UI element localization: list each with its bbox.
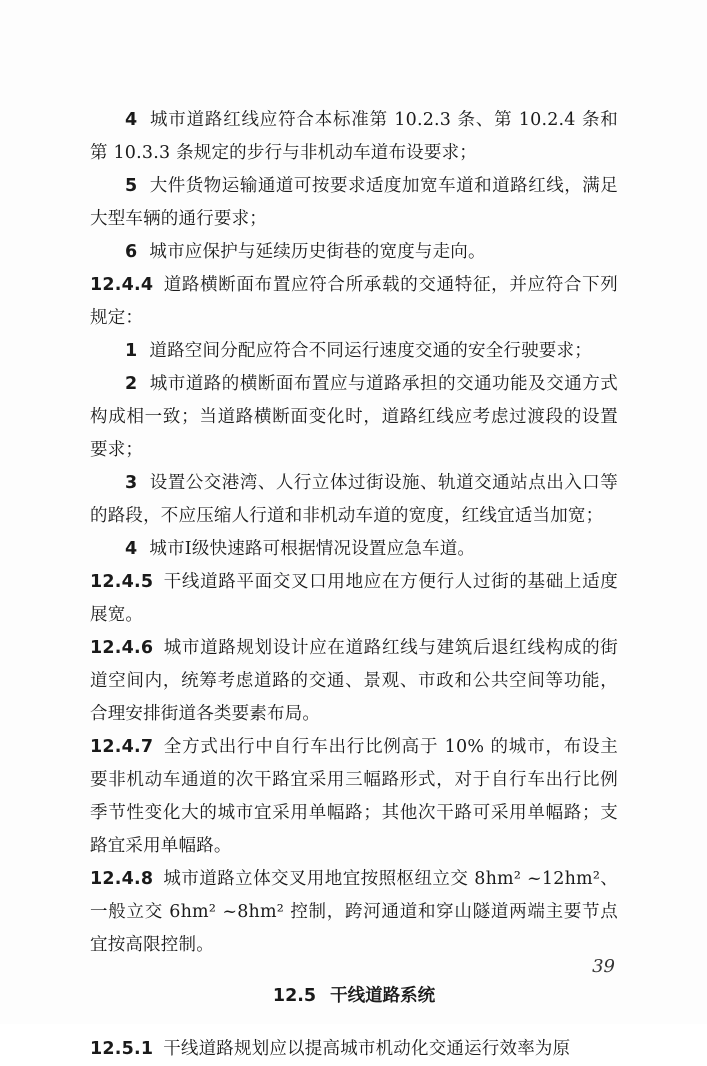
- section-number: 12.5: [272, 986, 317, 1006]
- list-item: [90, 533, 618, 566]
- clause: [90, 632, 618, 731]
- item-number: 5: [125, 176, 138, 196]
- section-heading: [90, 980, 618, 1013]
- item-number: 2: [125, 374, 138, 394]
- item-text: 城市应保护与延续历史街巷的宽度与走向。: [149, 242, 486, 262]
- clause-number: 12.5.1: [90, 1039, 154, 1059]
- clause: [90, 863, 618, 962]
- clause-text: 道路横断面布置应符合所承载的交通特征，并应符合下列规定：: [90, 275, 618, 328]
- clause-text: 干线道路规划应以提高城市机动化交通运行效率为原: [163, 1039, 571, 1059]
- clause-number: 12.4.7: [90, 737, 154, 757]
- clause-number: 12.4.4: [90, 275, 154, 295]
- item-text: 城市Ⅰ级快速路可根据情况设置应急车道。: [149, 539, 476, 559]
- item-number: 1: [125, 341, 138, 361]
- clause-text: 城市道路规划设计应在道路红线与建筑后退红线构成的街道空间内，统筹考虑道路的交通、景观、市政和公共空间等功能，合理安排街道各类要素布局。: [90, 638, 618, 724]
- item-number: 4: [125, 539, 138, 559]
- list-item: [90, 467, 618, 533]
- list-item: [90, 104, 618, 170]
- clause-number: 12.4.6: [90, 638, 154, 658]
- list-item: [90, 368, 618, 467]
- item-text: 道路空间分配应符合不同运行速度交通的安全行驶要求；: [149, 341, 592, 361]
- page-content: [90, 104, 618, 1066]
- clause-number: 12.4.8: [90, 869, 154, 889]
- item-text: 大件货物运输通道可按要求适度加宽车道和道路红线，满足大型车辆的通行要求；: [90, 176, 618, 229]
- clause: [90, 269, 618, 335]
- clause-text: 全方式出行中自行车出行比例高于 10% 的城市，布设主要非机动车通道的次干路宜采用三幅路形式，对于自行车出行比例季节性变化大的城市宜采用单幅路；其他次干路可采用单幅路；支路宜采用单幅路。: [90, 737, 618, 856]
- clause: [90, 566, 618, 632]
- item-text: 城市道路红线应符合本标准第 10.2.3 条、第 10.2.4 条和第 10.3.3 条规定的步行与非机动车道布设要求；: [90, 110, 618, 163]
- section-title-text: 干线道路系统: [330, 986, 436, 1006]
- list-item: [90, 170, 618, 236]
- item-text: 设置公交港湾、人行立体过街设施、轨道交通站点出入口等的路段，不应压缩人行道和非机动车道的宽度，红线宜适当加宽；: [90, 473, 618, 526]
- clause-text: 城市道路立体交叉用地宜按照枢纽立交 8hm² ~12hm²、一般立交 6hm² ~8hm² 控制，跨河通道和穿山隧道两端主要节点宜按高限控制。: [90, 869, 618, 955]
- list-item: [90, 335, 618, 368]
- clause: [90, 1033, 618, 1066]
- item-number: 4: [125, 110, 138, 130]
- page-number: 39: [592, 956, 615, 977]
- item-number: 6: [125, 242, 138, 262]
- item-text: 城市道路的横断面布置应与道路承担的交通功能及交通方式构成相一致；当道路横断面变化时，道路红线应考虑过渡段的设置要求；: [90, 374, 618, 460]
- clause-text: 干线道路平面交叉口用地应在方便行人过街的基础上适度展宽。: [90, 572, 618, 625]
- list-item: [90, 236, 618, 269]
- clause-number: 12.4.5: [90, 572, 154, 592]
- item-number: 3: [125, 473, 138, 493]
- clause: [90, 731, 618, 863]
